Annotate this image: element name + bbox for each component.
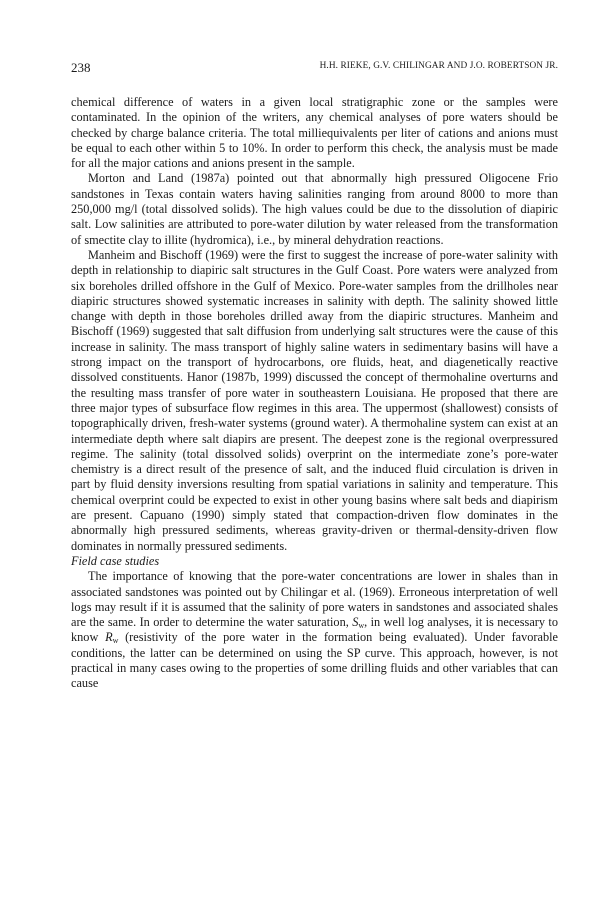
- rw-symbol: R: [105, 630, 113, 645]
- page-number: 238: [71, 60, 91, 75]
- rw-subscript: w: [112, 636, 119, 646]
- paragraph-4: [71, 569, 558, 691]
- sw-subscript: w: [358, 621, 365, 631]
- sw-symbol: S: [352, 615, 359, 630]
- paragraph-4-part-2: , in well log analyses, it is necessary to know: [71, 615, 558, 645]
- paragraph-3: Manheim and Bischoff (1969) were the first to suggest the increase of pore-water salinity with depth in relationship to diapiric salt structures in the Gulf Coast. Pore waters were analyzed from six boreholes drilled offshore in the Gulf of Mexico. Pore-water samples from the drillholes near diapiric structures showed systematic increases in salinity with depth. The salinity showed little change with depth in those boreholes drilled away from the diapiric structures. Manheim and Bischoff (1969) suggested that salt diffusion from underlying salt structures were the cause of this increase in salinity. The mass transport of highly saline waters in sedimentary basins will have a strong impact on the transport of hydrocarbons, ore fluids, heat, and diagenetically reactive dissolved constituents. Hanor (1987b, 1999) discussed the concept of thermohaline overturns and the resulting mass transfer of pore water in southeastern Louisiana. He proposed that there are three major types of subsurface flow regimes in this area. The uppermost (shallowest) consists of topographically driven, fresh-water systems (ground water). A thermohaline system can exist at an intermediate depth where salt diapirs are present. The deepest zone is the regional overpressured regime. The salinity (total dissolved solids) overprint on the intermediate zone’s pore-water chemistry is a direct result of the presence of salt, and the induced fluid circulation is driven in part by fluid density inversions resulting from spatial variations in salinity and temperature. This chemical overprint could be expected to exist in other young basins where salt beds and diapirism are present. Capuano (1990) simply stated that compaction-driven flow dominates in the abnormally high pressured sediments, whereas gravity-driven or thermal-density-driven flow dominates in normally pressured sediments.: [71, 247, 558, 553]
- paragraph-2: Morton and Land (1987a) pointed out that abnormally high pressured Oligocene Frio sandstones in Texas contain waters having salinities ranging from around 8000 to more than 250,000 mg/l (total dissolved solids). The high values could be due to the dissolution of diapiric salt. Low salinities are attributed to pore-water dilution by water released from the transformation of smectite clay to illite (hydromica), i.e., by mineral dehydration reactions.: [71, 171, 558, 247]
- paragraph-1: chemical difference of waters in a given local stratigraphic zone or the samples were contaminated. In the opinion of the writers, any chemical analyses of pore waters should be checked by charge balance criteria. The total milliequivalents per liter of cations and anions must be equal to each other within 5 to 10%. In order to perform this check, the analysis must be made for all the major cations and anions present in the sample.: [71, 95, 558, 171]
- running-head: H.H. RIEKE, G.V. CHILINGAR AND J.O. ROBERTSON JR.: [319, 61, 558, 71]
- body-text: [71, 95, 558, 692]
- paragraph-4-part-1: The importance of knowing that the pore-water concentrations are lower in shales than in associated sandstones was pointed out by Chilingar et al. (1969). Erroneous interpretation of well logs may result if it is assumed that the salinity of pore waters in sandstones and associated shales are the same. In order to determine the water saturation,: [71, 569, 558, 630]
- page-header: [71, 60, 558, 76]
- paragraph-4-part-3: (resistivity of the pore water in the formation being evaluated). Under favorable conditions, the latter can be determined on using the SP curve. This approach, however, is not practical in many cases owing to the properties of some drilling fluids and other variables that can cause: [71, 630, 558, 691]
- section-heading: Field case studies: [71, 553, 160, 568]
